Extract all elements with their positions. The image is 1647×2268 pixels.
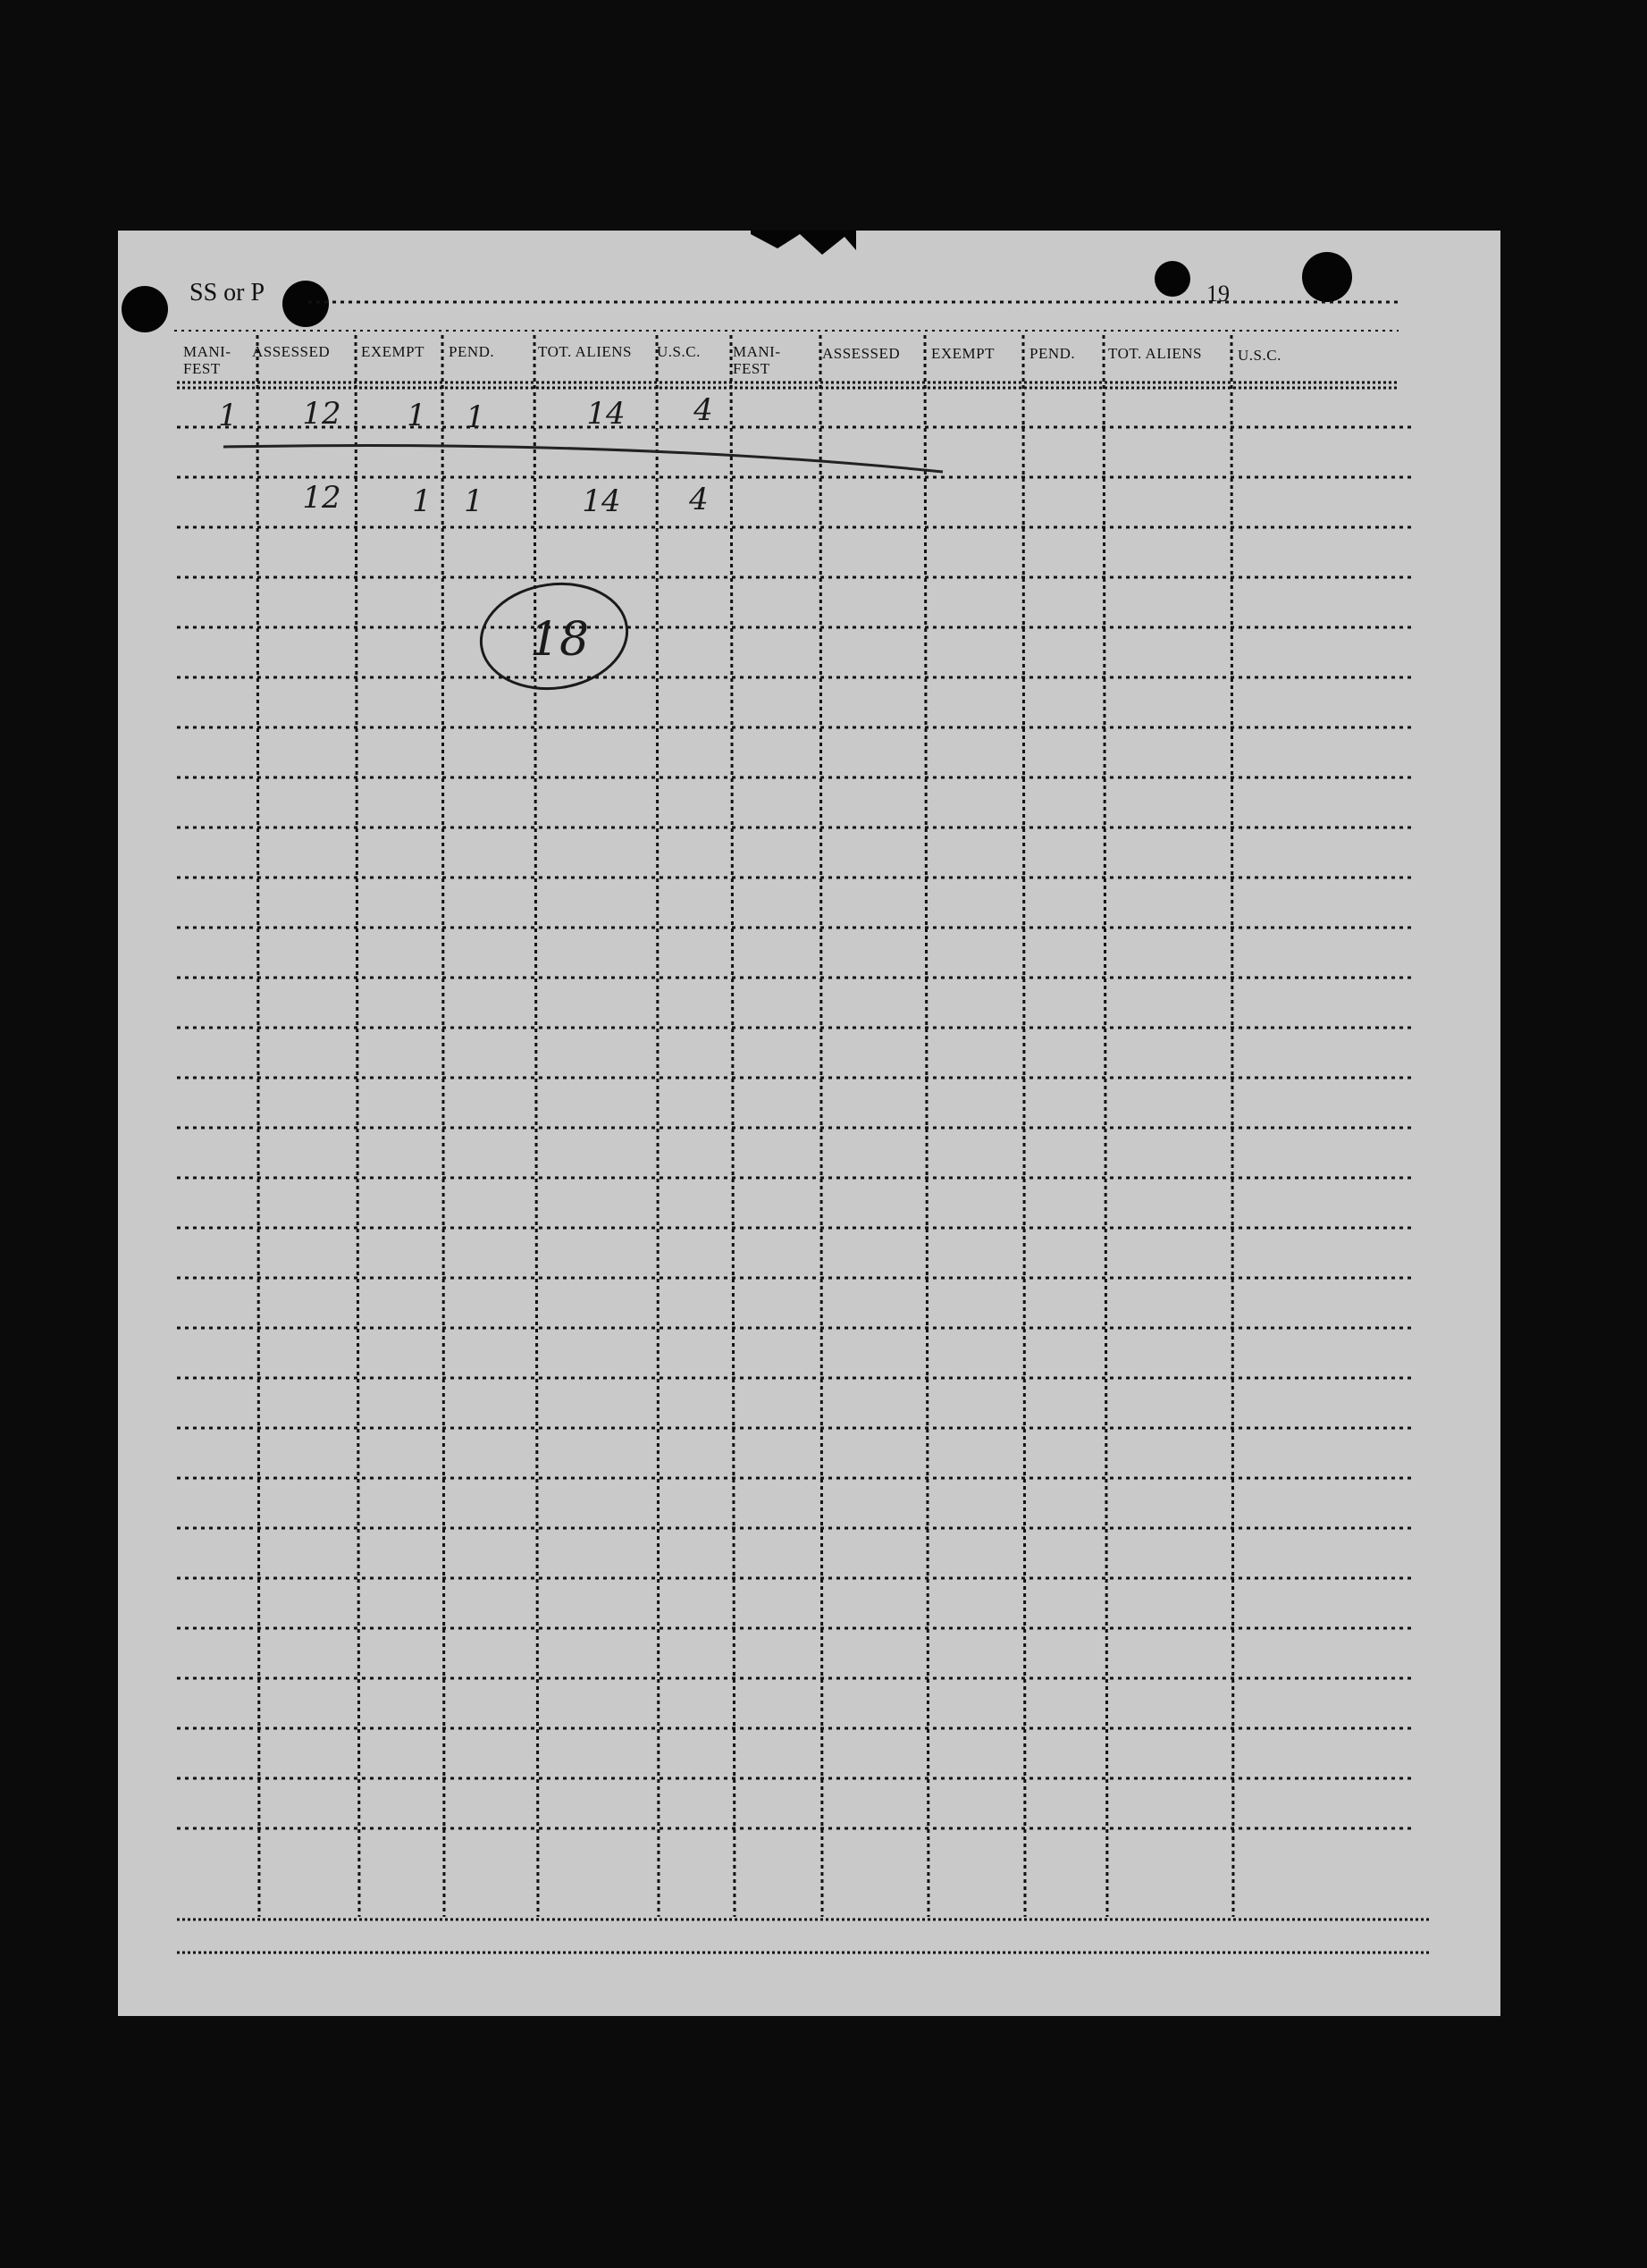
col-header-tot-aliens-2: TOT. ALIENS xyxy=(1108,345,1202,362)
row1-manifest: 1 xyxy=(218,398,238,433)
col-header-manifest-2: MANI- FEST xyxy=(733,343,781,377)
col-header-tot-aliens: TOT. ALIENS xyxy=(538,343,632,360)
col-header-pend-2: PEND. xyxy=(1029,345,1076,362)
punch-hole-right-2 xyxy=(1155,261,1190,297)
total-pend: 1 xyxy=(464,483,483,519)
row1-tot-aliens: 14 xyxy=(586,396,626,432)
year-label: 19 xyxy=(1206,281,1230,307)
col-header-pend: PEND. xyxy=(449,343,495,360)
row1-pend: 1 xyxy=(466,399,485,435)
row1-usc: 4 xyxy=(693,392,713,428)
punch-hole-right xyxy=(1302,252,1352,302)
col-header-usc: U.S.C. xyxy=(657,343,701,360)
circled-note: 18 xyxy=(529,613,590,667)
total-usc: 4 xyxy=(689,482,709,517)
punch-hole-left-2 xyxy=(282,281,329,327)
col-header-exempt: EXEMPT xyxy=(361,343,424,360)
col-header-exempt-2: EXEMPT xyxy=(931,345,995,362)
col-header-assessed-2: ASSESSED xyxy=(822,345,901,362)
total-exempt: 1 xyxy=(412,483,432,519)
col-header-usc-2: U.S.C. xyxy=(1238,347,1281,364)
total-tot-aliens: 14 xyxy=(582,483,621,519)
row1-exempt: 1 xyxy=(407,398,426,433)
row1-assessed: 12 xyxy=(302,396,341,432)
total-assessed: 12 xyxy=(302,480,341,516)
col-header-assessed: ASSESSED xyxy=(252,343,331,360)
vessel-label: SS or P xyxy=(189,279,265,307)
punch-hole-left xyxy=(122,286,168,332)
col-header-manifest: MANI- FEST xyxy=(183,343,231,377)
